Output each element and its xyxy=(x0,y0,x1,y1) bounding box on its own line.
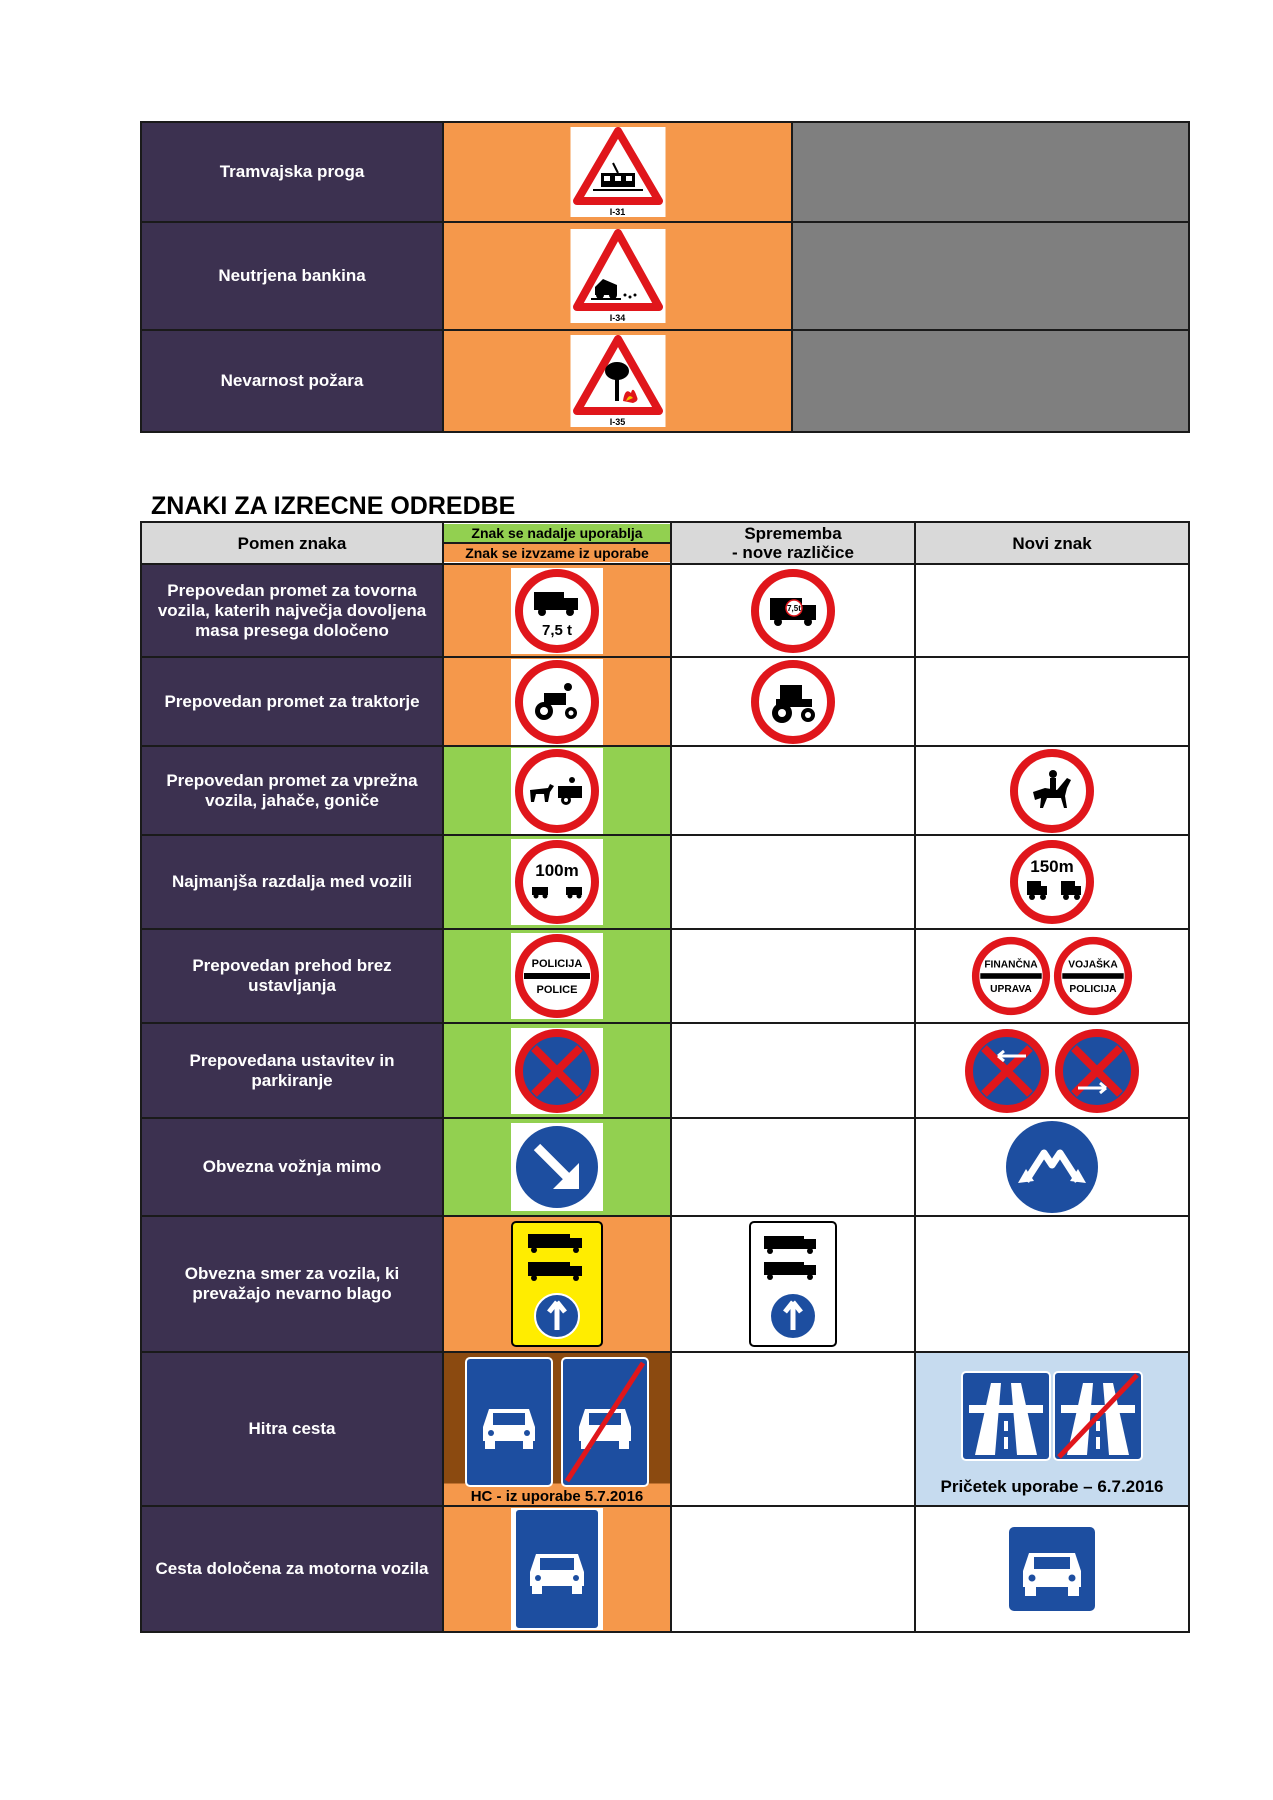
no-stopping-sign-icon xyxy=(514,1028,600,1114)
svg-text:150m: 150m xyxy=(1030,857,1074,876)
no-stopping-left-arrow-sign-icon xyxy=(964,1028,1050,1114)
table-row-meaning: Prepovedan promet za traktorje xyxy=(141,657,443,746)
svg-text:POLICIJA: POLICIJA xyxy=(531,958,583,970)
variant-sign-cell xyxy=(671,1023,915,1118)
minimum-distance-sign-icon xyxy=(514,839,600,925)
variant-sign-cell xyxy=(671,835,915,929)
new-sign-cell xyxy=(915,564,1189,657)
svg-text:POLICIJA: POLICIJA xyxy=(1069,983,1117,995)
table-row-meaning: Hitra cesta xyxy=(141,1352,443,1506)
no-trucks-over-weight-variant-sign-icon xyxy=(750,568,836,654)
regulatory-signs-table xyxy=(140,521,1190,1633)
motor-vehicle-road-new-sign-icon xyxy=(1007,1525,1097,1613)
old-sign-cell xyxy=(443,222,792,330)
svg-text:POLICE: POLICE xyxy=(536,984,578,996)
svg-text:7,5t: 7,5t xyxy=(787,603,801,613)
variant-sign-cell xyxy=(671,1352,915,1506)
svg-text:VOJAŠKA: VOJAŠKA xyxy=(1068,959,1118,971)
table-row-meaning: Neutrjena bankina xyxy=(141,222,443,330)
new-sign-cell xyxy=(915,657,1189,746)
end-of-expressway-sign-icon xyxy=(561,1357,649,1487)
financial-authority-checkpoint-sign-icon xyxy=(971,936,1051,1016)
military-police-checkpoint-sign-icon xyxy=(1053,936,1133,1016)
pass-either-side-sign-icon xyxy=(1004,1119,1100,1215)
new-sign-cell xyxy=(915,1506,1189,1632)
table-row-meaning: Cesta določena za motorna vozila xyxy=(141,1506,443,1632)
table-row-meaning: Prepovedan prehod brez ustavljanja xyxy=(141,929,443,1023)
expressway-start-caption: Pričetek uporabe – 6.7.2016 xyxy=(940,1477,1164,1496)
new-sign-cell xyxy=(915,929,1189,1023)
old-sign-cell xyxy=(443,835,671,929)
new-sign-cell xyxy=(915,1023,1189,1118)
old-sign-cell xyxy=(443,1118,671,1216)
empty-cell xyxy=(792,222,1189,330)
svg-text:FINANČNA: FINANČNA xyxy=(984,959,1038,971)
sign-code: I-31 xyxy=(609,207,626,217)
old-sign-cell xyxy=(443,122,792,222)
soft-verge-warning-sign-icon xyxy=(573,229,663,313)
expressway-withdrawn-caption: HC - iz uporabe 5.7.2016 xyxy=(470,1488,644,1505)
new-sign-cell xyxy=(915,746,1189,835)
fire-danger-warning-sign-icon xyxy=(573,335,663,417)
column-header-change-line2: - nove različice xyxy=(732,543,854,562)
old-sign-cell xyxy=(443,1352,671,1506)
old-sign-cell xyxy=(443,657,671,746)
old-sign-cell xyxy=(443,564,671,657)
table-row-meaning: Nevarnost požara xyxy=(141,330,443,432)
variant-sign-cell xyxy=(671,657,915,746)
no-stopping-right-arrow-sign-icon xyxy=(1054,1028,1140,1114)
svg-text:UPRAVA: UPRAVA xyxy=(990,983,1032,995)
police-checkpoint-sign-icon xyxy=(514,933,600,1019)
variant-sign-cell xyxy=(671,1216,915,1352)
old-sign-cell xyxy=(443,330,792,432)
old-sign-cell xyxy=(443,1216,671,1352)
svg-text:100m: 100m xyxy=(535,861,579,880)
variant-sign-cell xyxy=(671,564,915,657)
expressway-sign-icon xyxy=(465,1357,553,1487)
end-of-motorway-style-expressway-sign-icon xyxy=(1053,1371,1143,1461)
danger-signs-table xyxy=(140,121,1190,433)
old-sign-cell xyxy=(443,746,671,835)
variant-sign-cell xyxy=(671,1506,915,1632)
variant-sign-cell xyxy=(671,746,915,835)
new-sign-cell xyxy=(915,1352,1189,1506)
status-withdrawn-label: Znak se izvzame iz uporabe xyxy=(444,544,670,562)
new-sign-cell xyxy=(915,1118,1189,1216)
old-sign-cell xyxy=(443,1506,671,1632)
no-horse-riders-sign-icon xyxy=(1009,748,1095,834)
sign-code: I-35 xyxy=(609,417,626,427)
column-header-status xyxy=(443,522,671,564)
no-horse-drawn-vehicles-sign-icon xyxy=(514,748,600,834)
minimum-distance-trucks-sign-icon xyxy=(1009,839,1095,925)
table-row-meaning: Najmanjša razdalja med vozili xyxy=(141,835,443,929)
no-tractors-sign-icon xyxy=(514,659,600,745)
keep-right-sign-icon xyxy=(513,1123,601,1211)
empty-cell xyxy=(792,122,1189,222)
no-trucks-over-weight-sign-icon xyxy=(514,568,600,654)
variant-sign-cell xyxy=(671,1118,915,1216)
old-sign-cell xyxy=(443,929,671,1023)
no-tractors-variant-sign-icon xyxy=(750,659,836,745)
column-header-new: Novi znak xyxy=(915,522,1189,564)
table-row-meaning: Tramvajska proga xyxy=(141,122,443,222)
column-header-change-line1: Sprememba xyxy=(744,524,842,543)
dangerous-goods-route-variant-sign-icon xyxy=(748,1220,838,1348)
old-sign-cell xyxy=(443,1023,671,1118)
section-title: ZNAKI ZA IZRECNE ODREDBE xyxy=(151,492,516,520)
column-header-meaning: Pomen znaka xyxy=(141,522,443,564)
new-sign-cell xyxy=(915,835,1189,929)
empty-cell xyxy=(792,330,1189,432)
column-header-change xyxy=(671,522,915,564)
status-continue-label: Znak se nadalje uporablja xyxy=(444,524,670,544)
tram-warning-sign-icon xyxy=(573,127,663,207)
svg-text:7,5 t: 7,5 t xyxy=(541,621,573,639)
dangerous-goods-route-sign-icon xyxy=(510,1220,604,1348)
table-row-meaning: Obvezna vožnja mimo xyxy=(141,1118,443,1216)
motor-vehicle-road-sign-icon xyxy=(514,1508,600,1630)
table-row-meaning: Prepovedana ustavitev in parkiranje xyxy=(141,1023,443,1118)
table-row-meaning: Obvezna smer za vozila, ki prevažajo nevarno blago xyxy=(141,1216,443,1352)
table-row-meaning: Prepovedan promet za tovorna vozila, katerih največja dovoljena masa presega določeno xyxy=(141,564,443,657)
variant-sign-cell xyxy=(671,929,915,1023)
motorway-style-expressway-sign-icon xyxy=(961,1371,1051,1461)
new-sign-cell xyxy=(915,1216,1189,1352)
table-row-meaning: Prepovedan promet za vprežna vozila, jahače, goniče xyxy=(141,746,443,835)
sign-code: I-34 xyxy=(609,313,626,323)
